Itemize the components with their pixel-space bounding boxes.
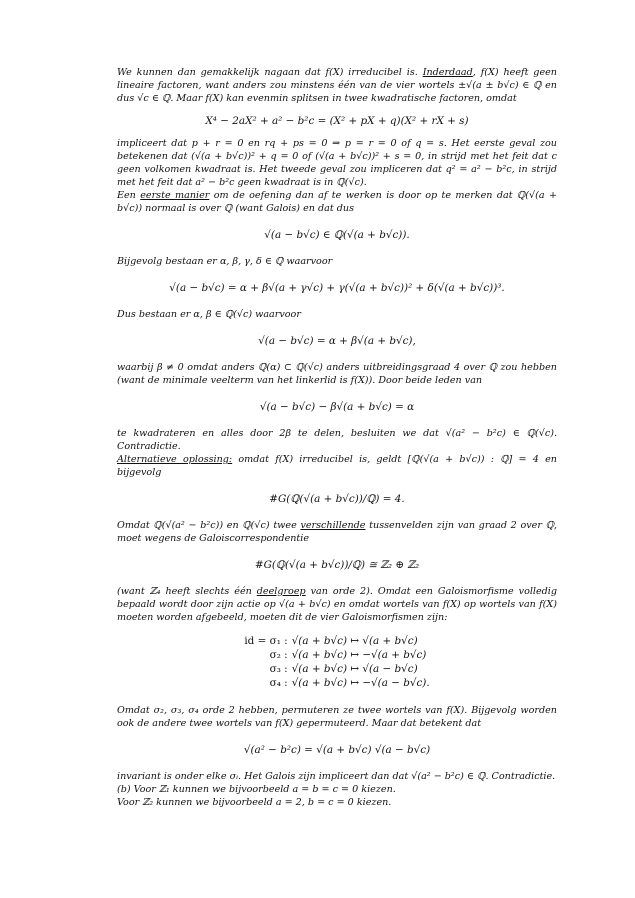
paragraph-permutation: Omdat σ₂, σ₃, σ₄ orde 2 hebben, permuteren ze twee wortels van f(X). Bijgevolg worden ook de andere twee wortels van f(X) gepermuteerd. Maar dat betekent dat	[117, 705, 557, 729]
equation-two-term: √(a − b√c) = α + β√(a + b√c),	[258, 335, 416, 347]
equation-difference: √(a − b√c) − β√(a + b√c) = α	[259, 401, 415, 413]
text-p10-rest: van orde 2). Omdat een Galoismorfisme volledig bepaald wordt door zijn actie op √(a + b√c) en omdat wortels van f(X) op wortels van f(X) moeten worden afgebeeld, moeten dit de vier Galoismorfismen zijn:	[117, 586, 558, 623]
equation-basis-expansion: √(a − b√c) = α + β√(a + γ√c) + γ(√(a + b√c))² + δ(√(a + b√c))³.	[169, 282, 505, 294]
text-p1: We kunnen dan gemakkelijk nagaan dat f(X) irreducibel is. Inderdaad, f(X) heeft geen lineaire factoren, want anders zou minstens één van de vier wortels ±√(a ± b√c) ∈ ℚ en dus √c ∈ ℚ. Maar f(X) kan evenmin splitsen in twee kwadratische factoren, omdat	[117, 67, 557, 104]
paragraph-invariant: invariant is onder elke σᵢ. Het Galois zijn impliceert dan dat √(a² − b²c) ∈ ℚ. Contradictie.	[117, 771, 556, 782]
paragraph-part-b: (b) Voor ℤ₁ kunnen we bijvoorbeeld a = b = c = 0 kiezen.	[117, 784, 396, 795]
text-p9-rest: tussenvelden zijn van graad 2 over ℚ, moet wegens de Galoiscorrespondentie	[117, 520, 557, 544]
morphism-label: id = σ₁ :	[244, 635, 288, 647]
text-p10-lead: (want ℤ₄ heeft slechts één	[117, 586, 257, 597]
equation-galois-group-iso: #G(ℚ(√(a + b√c))/ℚ) ≅ ℤ₂ ⊕ ℤ₂	[254, 559, 420, 571]
underlined-verschillende: verschillende	[300, 520, 366, 531]
morphism-row	[242, 662, 431, 676]
underlined-alternative: Alternatieve oplossing:	[117, 454, 233, 465]
morphism-row	[242, 634, 431, 648]
text-p3-lead: Een	[117, 190, 141, 201]
equation-factorisation: X⁴ − 2aX² + a² − b²c = (X² + pX + q)(X² + rX + s)	[205, 115, 469, 127]
underlined-inderdaad: Inderdaad	[422, 67, 473, 78]
paragraph-alternative	[117, 453, 557, 479]
equation-product-roots: √(a² − b²c) = √(a + b√c) √(a − b√c)	[243, 744, 431, 756]
paragraph-irreducible	[117, 66, 557, 105]
morphism-label: σ₄ :	[269, 677, 288, 689]
morphism-label: σ₃ :	[269, 663, 288, 675]
galois-morphism-table	[242, 634, 431, 690]
morphism-map: √(a + b√c) ↦ √(a − b√c)	[291, 663, 418, 675]
paragraph-z2-example: Voor ℤ₂ kunnen we bijvoorbeeld a = 2, b = c = 0 kiezen.	[117, 797, 392, 808]
morphism-map: √(a + b√c) ↦ −√(a − b√c).	[291, 677, 430, 689]
morphism-row	[242, 648, 431, 662]
paragraph-exist-two: Dus bestaan er α, β ∈ ℚ(√c) waarvoor	[117, 309, 301, 320]
text-p9-lead: Omdat ℚ(√(a² − b²c)) en ℚ(√c) twee	[117, 520, 301, 531]
equation-galois-order: #G(ℚ(√(a + b√c))/ℚ) = 4.	[269, 493, 405, 505]
morphism-label: σ₂ :	[269, 649, 288, 661]
equation-membership: √(a − b√c) ∈ ℚ(√(a + b√c)).	[264, 229, 410, 241]
paragraph-galois-morphisms	[117, 585, 557, 624]
paragraph-exist-four: Bijgevolg bestaan er α, β, γ, δ ∈ ℚ waarvoor	[117, 256, 333, 267]
morphism-map: √(a + b√c) ↦ −√(a + b√c)	[291, 649, 427, 661]
text-p8-rest: omdat f(X) irreducibel is, geldt [ℚ(√(a + b√c)) : ℚ] = 4 en bijgevolg	[117, 454, 557, 478]
morphism-map: √(a + b√c) ↦ √(a + b√c)	[291, 635, 418, 647]
paragraph-beta-nonzero: waarbij β ≠ 0 omdat anders ℚ(α) ⊂ ℚ(√c) anders uitbreidingsgraad 4 over ℚ zou hebben (want de minimale veelterm van het linkerlid is f(X)). Door beide leden van	[117, 362, 557, 386]
underlined-deelgroep: deelgroep	[256, 586, 306, 597]
text-p3-rest: om de oefening dan af te werken is door op te merken dat ℚ(√(a + b√c)) normaal is over ℚ (want Galois) en dat dus	[117, 190, 557, 214]
paragraph-implication: impliceert dat p + r = 0 en rq + ps = 0 ⇒ p = r = 0 of q = s. Het eerste geval zou betekenen dat (√(a + b√c))² + q = 0 of (√(a + b√c))² + s = 0, in strijd met het feit dat c geen volkomen kwadraat is. Het tweede geval zou impliceren dat q² = a² − b²c, in strijd met het feit dat a² − b²c geen kwadraat is in ℚ(√c).	[117, 138, 557, 188]
document-page	[117, 66, 557, 809]
underlined-eerste-manier: eerste manier	[140, 190, 210, 201]
paragraph-intermediate-fields	[117, 519, 557, 545]
paragraph-first-method	[117, 189, 557, 215]
morphism-row	[242, 676, 431, 690]
paragraph-square-conclusion: te kwadrateren en alles door 2β te delen, besluiten we dat √(a² − b²c) ∈ ℚ(√c). Contradictie.	[117, 428, 557, 452]
